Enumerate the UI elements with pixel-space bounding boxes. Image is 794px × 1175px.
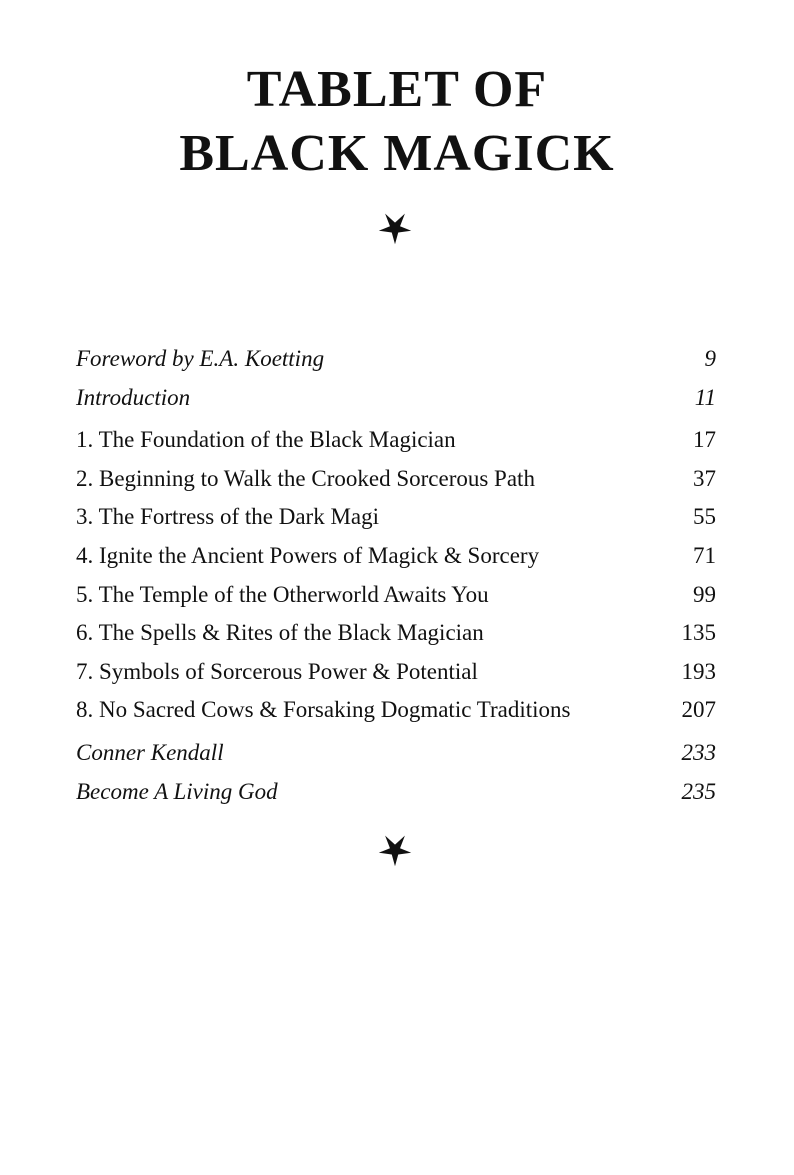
toc-entry-title: 2. Beginning to Walk the Crooked Sorcerous Path	[76, 465, 535, 491]
toc-entry-title: Conner Kendall	[76, 739, 224, 765]
book-title	[0, 58, 794, 186]
toc-entry[interactable]	[76, 460, 716, 499]
toc-entry-page: 11	[694, 384, 716, 410]
toc-entry-page: 135	[681, 620, 716, 646]
toc-entry-title: 4. Ignite the Ancient Powers of Magick & Sorcery	[76, 542, 540, 568]
toc-entry-page: 207	[681, 697, 716, 723]
toc-entry[interactable]	[76, 653, 716, 692]
toc-entry-page: 233	[681, 739, 716, 765]
star-icon	[377, 832, 413, 868]
toc-entry[interactable]	[76, 576, 716, 615]
toc-entry-title: 8. No Sacred Cows & Forsaking Dogmatic Traditions	[76, 697, 571, 723]
toc-entry[interactable]	[76, 537, 716, 576]
toc-entry[interactable]	[76, 340, 716, 379]
toc-entry-title: 5. The Temple of the Otherworld Awaits You	[76, 581, 489, 607]
toc-entry[interactable]	[76, 734, 716, 773]
toc-entry[interactable]	[76, 421, 716, 460]
title-line-1: TABLET OF	[246, 61, 548, 118]
toc-entry-title: Foreword by E.A. Koetting	[76, 346, 325, 371]
table-of-contents	[76, 340, 716, 811]
toc-entry-page: 71	[693, 542, 716, 568]
star-icon	[377, 210, 413, 246]
toc-entry-page: 17	[693, 427, 716, 453]
toc-entry-title: 6. The Spells & Rites of the Black Magician	[76, 620, 484, 646]
toc-entry-title: 7. Symbols of Sorcerous Power & Potential	[76, 658, 478, 684]
toc-entry-title: Become A Living God	[76, 778, 278, 804]
toc-entry[interactable]	[76, 691, 716, 730]
toc-entry-page: 99	[693, 581, 716, 607]
toc-entry-title: 3. The Fortress of the Dark Magi	[76, 504, 379, 530]
toc-entry-title: Introduction	[76, 384, 191, 410]
toc-entry-page: 55	[693, 504, 716, 530]
toc-entry[interactable]	[76, 773, 716, 812]
toc-entry-page: 9	[704, 346, 716, 371]
toc-entry-title: 1. The Foundation of the Black Magician	[76, 427, 456, 453]
toc-entry[interactable]	[76, 498, 716, 537]
toc-entry[interactable]	[76, 379, 716, 418]
toc-entry-page: 37	[693, 465, 716, 491]
title-line-2: BLACK MAGICK	[179, 125, 615, 182]
toc-entry-page: 193	[681, 658, 716, 684]
toc-entry[interactable]	[76, 614, 716, 653]
toc-entry-page: 235	[681, 778, 716, 804]
